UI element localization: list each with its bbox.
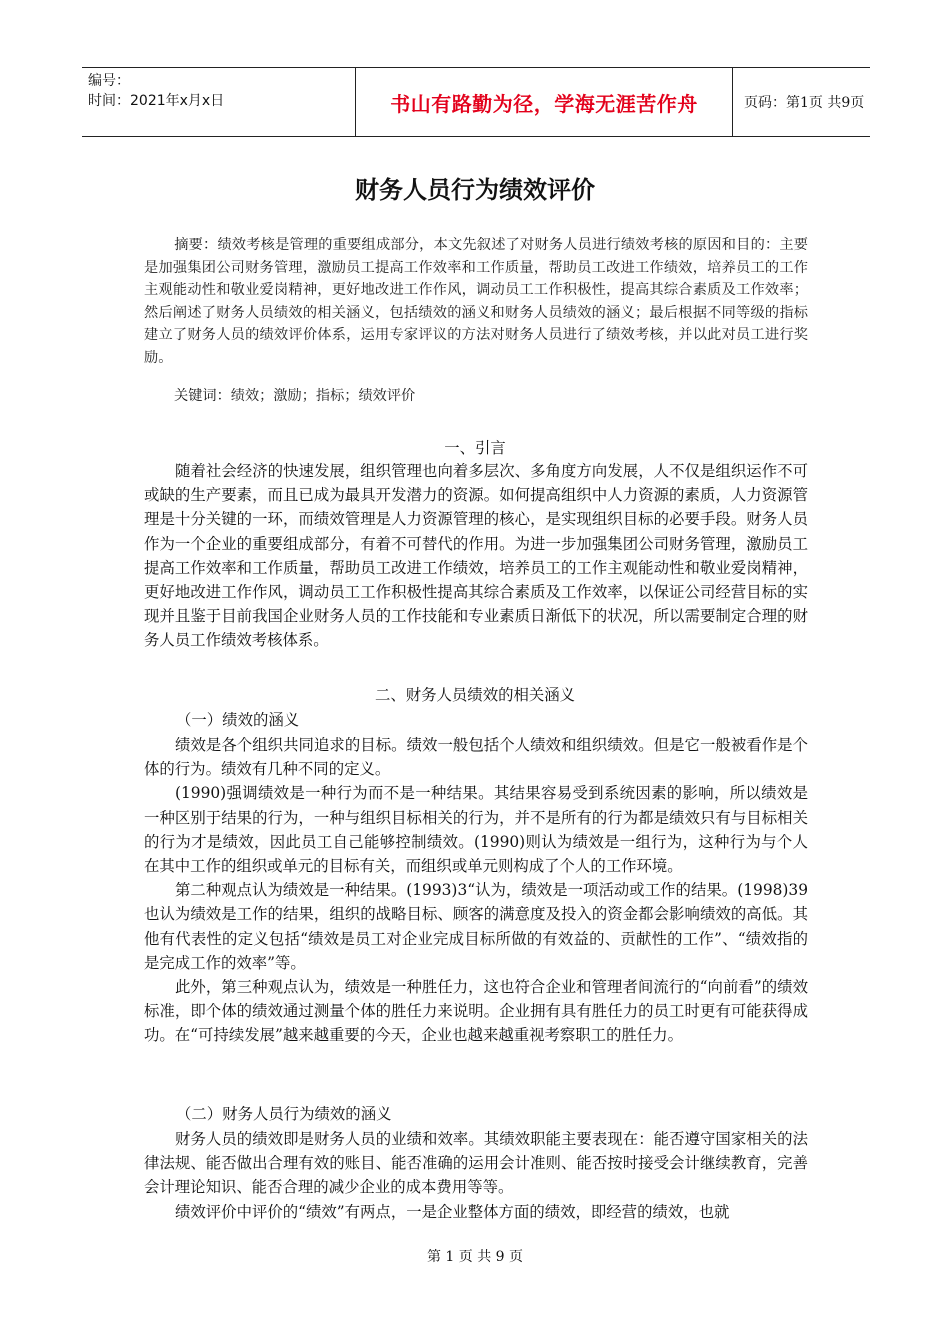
- subheading-finance-staff: （二）财务人员行为绩效的涵义: [176, 1105, 392, 1123]
- abstract-label: 摘要：: [174, 237, 218, 253]
- header-meta-cell: [82, 68, 278, 136]
- section-heading-definitions: 二、财务人员绩效的相关涵义: [374, 686, 576, 704]
- time-label: 时间：2021年x月x日: [88, 93, 225, 109]
- keywords-text: 绩效；激励；指标；绩效评价: [230, 388, 416, 404]
- number-label: 编号：: [88, 73, 130, 89]
- paragraph: 第二种观点认为绩效是一种结果。(1993)3“认为，绩效是一项活动或工作的结果。(1998)39也认为绩效是工作的结果，组织的战略目标、顾客的满意度及投入的资金都会影响绩效的高低。其他有代表性的定义包括“绩效是员工对企业完成目标所做的有效益的、贡献性的工作”、“绩效指的是完成工作的效率”等。: [144, 881, 808, 972]
- paragraph: 绩效评价中评价的“绩效”有两点，一是企业整体方面的绩效，即经营的绩效，也就: [175, 1202, 730, 1221]
- subheading-performance: （一）绩效的涵义: [176, 711, 300, 729]
- keywords: [174, 385, 415, 405]
- keywords-label: 关键词：: [174, 388, 231, 404]
- paragraph: 随着社会经济的快速发展，组织管理也向着多层次、多角度方向发展，人不仅是组织运作不可或缺的生产要素，而且已成为最具开发潜力的资源。如何提高组织中人力资源的素质，人力资源管理是十分关键的一环，而绩效管理是人力资源管理的核心，是实现组织目标的必要手段。财务人员作为一个企业的重要组成部分，有着不可替代的作用。为进一步加强集团公司财务管理，激励员工提高工作效率和工作质量，帮助员工改进工作绩效，培养员工的工作主观能动性和敬业爱岗精神，更好地改进工作作风，调动员工工作积极性提高其综合素质及工作效率，以保证公司经营目标的实现并且鉴于目前我国企业财务人员的工作技能和专业素质日渐低下的状况，所以需要制定合理的财务人员工作绩效考核体系。: [144, 462, 808, 650]
- document-title: 财务人员行为绩效评价: [355, 176, 595, 204]
- section-intro-body: [144, 459, 808, 653]
- abstract: [144, 234, 808, 370]
- page-footer: 第 1 页 共 9 页: [426, 1249, 524, 1265]
- header-page-info: 页码：第1页 共9页: [744, 95, 865, 111]
- header-table: [82, 67, 870, 137]
- paragraph: 绩效是各个组织共同追求的目标。绩效一般包括个人绩效和组织绩效。但是它一般被看作是个体的行为。绩效有几种不同的定义。: [144, 736, 808, 779]
- section-definitions-body: [144, 733, 808, 1048]
- section-finance-body: [144, 1127, 808, 1224]
- abstract-text: 绩效考核是管理的重要组成部分，本文先叙述了对财务人员进行绩效考核的原因和目的：主要是加强集团公司财务管理，激励员工提高工作效率和工作质量，帮助员工改进工作绩效，培养员工的工作主观能动性和敬业爱岗精神，更好地改进工作作风，调动员工工作积极性，提高其综合素质及工作效率；然后阐述了财务人员绩效的相关涵义，包括绩效的涵义和财务人员绩效的涵义；最后根据不同等级的指标建立了财务人员的绩效评价体系，运用专家评议的方法对财务人员进行了绩效考核，并以此对员工进行奖励。: [144, 237, 808, 366]
- paragraph: 此外，第三种观点认为，绩效是一种胜任力，这也符合企业和管理者间流行的“向前看”的绩效标准，即个体的绩效通过测量个体的胜任力来说明。企业拥有具有胜任力的员工时更有可能获得成功。在“可持续发展”越来越重要的今天，企业也越来越重视考察职工的胜任力。: [144, 978, 808, 1045]
- header-motto: 书山有路勤为径，学海无涯苦作舟: [390, 91, 698, 116]
- header-divider: [732, 68, 733, 136]
- section-heading-intro: 一、引言: [444, 439, 506, 457]
- paragraph: (1990)强调绩效是一种行为而不是一种结果。其结果容易受到系统因素的影响，所以绩效是一种区别于结果的行为，一种与组织目标相关的行为，并不是所有的行为都是绩效只有与目标相关的行为才是绩效，因此员工自己能够控制绩效。(1990)则认为绩效是一组行为，这种行为与个人在其中工作的组织或单元的目标有关，而组织或单元则构成了个人的工作环境。: [144, 784, 808, 876]
- paragraph: 财务人员的绩效即是财务人员的业绩和效率。其绩效职能主要表现在：能否遵守国家相关的法律法规、能否做出合理有效的账目、能否准确的运用会计准则、能否按时接受会计继续教育，完善会计理论知识、能否合理的减少企业的成本费用等等。: [144, 1130, 808, 1197]
